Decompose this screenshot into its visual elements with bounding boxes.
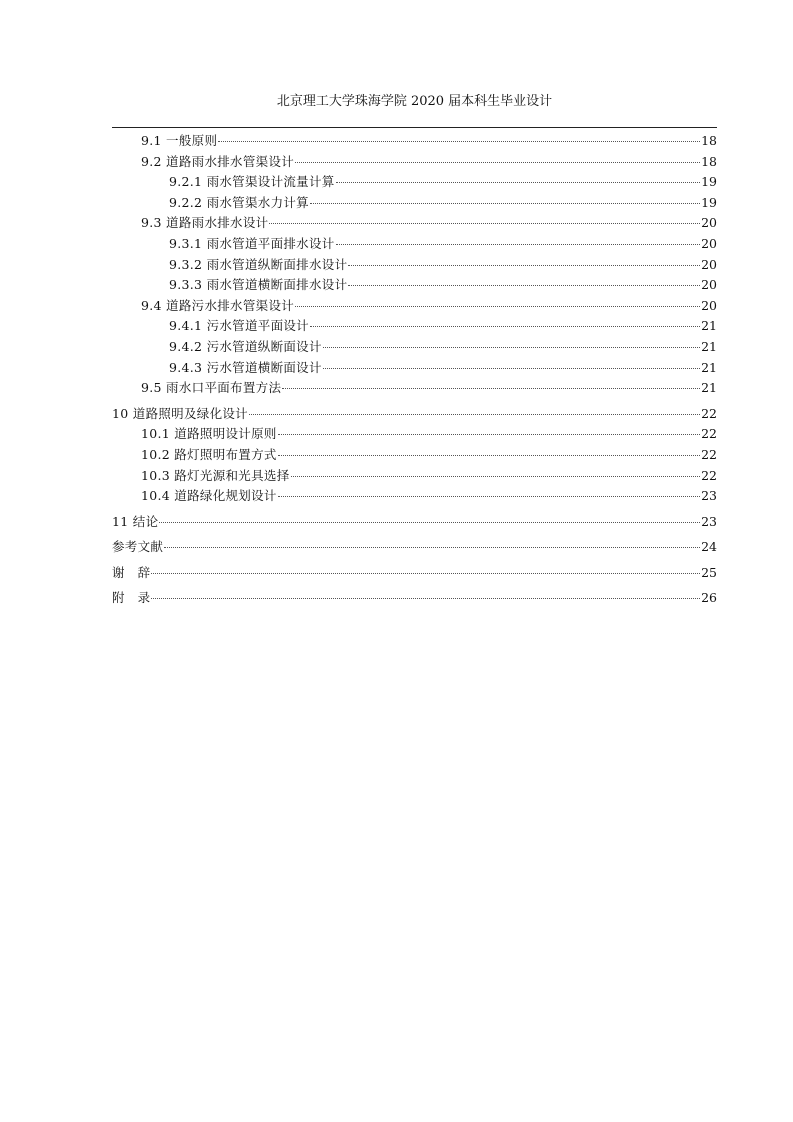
toc-entry-page: 22 — [701, 446, 717, 462]
toc-entry-page: 21 — [701, 359, 717, 375]
toc-leader-dots — [159, 521, 700, 523]
toc-entry-label: 11 结论 — [112, 513, 159, 529]
toc-entry-page: 20 — [701, 277, 717, 293]
toc-entry[interactable] — [112, 131, 717, 152]
toc-entry-label: 10.1 道路照明设计原则 — [141, 426, 277, 442]
toc-entry-page: 18 — [701, 153, 717, 169]
toc-entry-label: 10.3 路灯光源和光具选择 — [141, 467, 290, 483]
toc-leader-dots — [151, 572, 700, 574]
toc-leader-dots — [282, 387, 700, 389]
toc-entry-page: 24 — [701, 539, 717, 555]
toc-entry-page: 20 — [701, 297, 717, 313]
toc-entry-label: 9.1 一般原则 — [141, 133, 218, 148]
toc-entry[interactable] — [112, 213, 717, 234]
toc-entry[interactable] — [112, 588, 717, 609]
toc-entry[interactable] — [112, 234, 717, 255]
toc-entry[interactable] — [112, 255, 717, 276]
toc-leader-dots — [249, 413, 700, 415]
toc-leader-dots — [164, 546, 700, 548]
toc-entry[interactable] — [112, 152, 717, 173]
toc-entry-label: 9.3 道路雨水排水设计 — [141, 215, 269, 231]
toc-leader-dots — [278, 454, 700, 456]
toc-leader-dots — [295, 305, 700, 307]
toc-entry-label: 9.4 道路污水排水管渠设计 — [141, 297, 295, 313]
toc-entry-page: 19 — [701, 174, 717, 190]
toc-entry[interactable] — [112, 296, 717, 317]
toc-entry[interactable] — [112, 563, 717, 584]
toc-entry-page: 20 — [701, 215, 717, 231]
toc-entry-page: 25 — [701, 564, 717, 580]
toc-entry-label: 9.4.3 污水管道横断面设计 — [169, 359, 322, 375]
toc-leader-dots — [323, 367, 700, 369]
toc-entry-label: 9.5 雨水口平面布置方法 — [141, 380, 282, 396]
toc-entry[interactable] — [112, 537, 717, 558]
toc-entry-page: 23 — [701, 488, 717, 504]
toc-entry-page: 20 — [701, 235, 717, 251]
toc-entry[interactable] — [112, 358, 717, 379]
toc-entry-page: 22 — [701, 426, 717, 442]
toc-entry-label: 9.2.2 雨水管渠水力计算 — [169, 194, 309, 210]
toc-entry-label: 9.3.2 雨水管道纵断面排水设计 — [169, 256, 348, 272]
toc-leader-dots — [269, 222, 700, 224]
toc-entry-label: 9.4.1 污水管道平面设计 — [169, 318, 309, 334]
toc-entry[interactable] — [112, 445, 717, 466]
toc-entry-page: 18 — [701, 133, 717, 148]
toc-entry-page: 21 — [701, 338, 717, 354]
toc-entry-label: 10.4 道路绿化规划设计 — [141, 488, 277, 504]
toc-leader-dots — [278, 433, 700, 435]
toc-entry[interactable] — [112, 486, 717, 507]
toc-leader-dots — [336, 243, 700, 245]
toc-entry-page: 23 — [701, 513, 717, 529]
toc-leader-dots — [291, 475, 700, 477]
toc-entry[interactable] — [112, 424, 717, 445]
toc-entry-page: 21 — [701, 380, 717, 396]
toc-leader-dots — [348, 284, 700, 286]
toc-entry-label: 9.4.2 污水管道纵断面设计 — [169, 338, 322, 354]
toc-leader-dots — [278, 495, 700, 497]
toc-entry-page: 22 — [701, 405, 717, 421]
toc-leader-dots — [151, 597, 700, 599]
toc-entry[interactable] — [112, 378, 717, 399]
toc-entry[interactable] — [112, 193, 717, 214]
toc-entry-page: 26 — [701, 590, 717, 606]
toc-entry-page: 22 — [701, 467, 717, 483]
toc-entry-label: 参考文献 — [112, 539, 164, 555]
toc-leader-dots — [310, 325, 700, 327]
toc-entry[interactable] — [112, 172, 717, 193]
toc-entry-label: 10 道路照明及绿化设计 — [112, 405, 248, 421]
toc-entry-label: 9.3.3 雨水管道横断面排水设计 — [169, 277, 348, 293]
toc-entry-page: 20 — [701, 256, 717, 272]
toc-entry[interactable] — [112, 404, 717, 425]
header-rule — [112, 127, 717, 128]
toc-entry[interactable] — [112, 337, 717, 358]
toc-entry-label: 10.2 路灯照明布置方式 — [141, 446, 277, 462]
toc-entry[interactable] — [112, 275, 717, 296]
toc-leader-dots — [336, 181, 700, 183]
toc-entry-page: 21 — [701, 318, 717, 334]
toc-entry-label: 9.2 道路雨水排水管渠设计 — [141, 153, 295, 169]
toc-leader-dots — [348, 264, 700, 266]
toc-entry-label: 9.2.1 雨水管渠设计流量计算 — [169, 174, 335, 190]
table-of-contents — [112, 131, 717, 609]
toc-entry-label: 谢 辞 — [112, 564, 151, 580]
toc-leader-dots — [218, 140, 700, 142]
toc-entry-label: 附 录 — [112, 590, 151, 606]
toc-entry-label: 9.3.1 雨水管道平面排水设计 — [169, 235, 335, 251]
toc-entry[interactable] — [112, 466, 717, 487]
toc-leader-dots — [323, 346, 700, 348]
toc-entry[interactable] — [112, 512, 717, 533]
toc-entry-page: 19 — [701, 194, 717, 210]
page-header: 北京理工大学珠海学院 2020 届本科生毕业设计 — [276, 94, 553, 109]
toc-entry[interactable] — [112, 316, 717, 337]
toc-leader-dots — [295, 161, 700, 163]
toc-leader-dots — [310, 202, 700, 204]
